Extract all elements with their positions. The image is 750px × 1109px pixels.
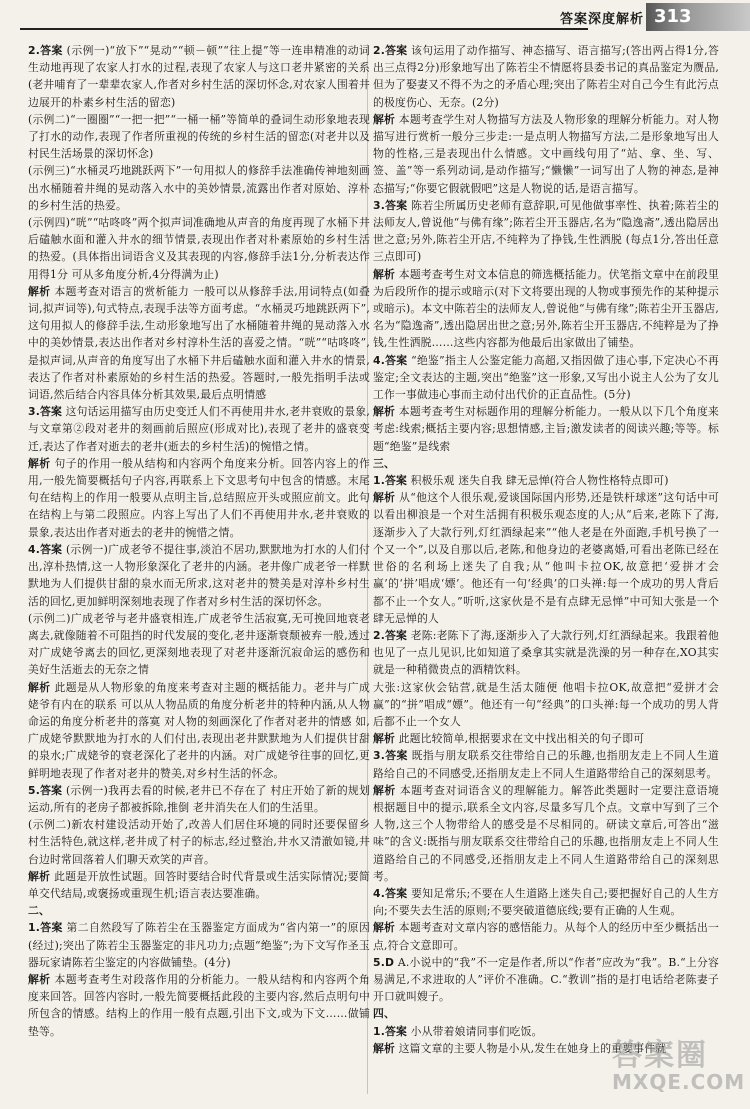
answer-text: 句子的作用一般从结构和内容两个角度来分析。回答内容上的作用,一般先简要概括句子内容,再联系上下文思考句中包含的情感。末尾句在结构上的作用一般要从点明主旨,总结照应开头或照应前文。此句在结构上与第二段照应。内容上写出了人们不再使用井水,老井衰败的景象,表达出作者对逝去的老井的惋惜之情。 xyxy=(28,456,370,539)
answer-paragraph xyxy=(373,489,719,627)
answer-tag: 解析 xyxy=(373,921,396,935)
section-heading xyxy=(28,902,370,919)
answer-text: (示例四)“咣”“咕咚咚”两个拟声词准确地从声音的角度再现了水桶下井后磕触水面和灌入井水的细节情景,表现出作者对朴素原始的乡村生活的热爱。(具体指出词语含义及其表现的内容,修辞手法1分,分析表达作用得1分 可从多角度分析,4分得满为止) xyxy=(28,216,370,281)
answer-paragraph xyxy=(28,782,370,816)
answer-tag: 解析 xyxy=(373,405,396,419)
answer-text: 要知足常乐;不要在人生道路上迷失自己;要把握好自己的人生方向;不要失去生活的原则;不要突破道德底线;要有正确的人生观。 xyxy=(373,886,719,918)
answer-tag: 3.答案 xyxy=(373,749,408,763)
answer-tag: 2.答案 xyxy=(28,44,63,57)
answer-paragraph xyxy=(28,816,370,868)
page-header xyxy=(0,0,750,38)
answer-text: 本题考查对词语含义的理解能力。解答此类题时一定要注意语境 根据题目中的提示,联系全文内容,尽量多写几个点。文章中写到了三个人物,这三个人物带给人的感受是不尽相同的。研读文章后,可答出“滋味”的含义:既指与朋友联系交往带给自己的乐趣,也指朋友走上不同人生道路给自己的不同感受,还指朋友走上不同人生道路带给自己的深刻思考。 xyxy=(373,783,719,883)
answer-tag: 解析 xyxy=(28,680,51,694)
answer-tag: 解析 xyxy=(28,456,51,470)
answer-paragraph xyxy=(28,42,370,111)
answer-text: (示例一)“放下”“晃动”“顿－顿”“往上提”等一连串精准的动词生动地再现了农家人打水的过程,表现了农家人与这口老井紧密的关系(老井哺育了一辈辈农家人,作者对乡村生活的深切怀念,对农家人围着井边展开的朴素乡村生活的留恋) xyxy=(28,44,370,109)
answer-text: (示例三)“水桶灵巧地跳跃两下”一句用拟人的修辞手法准确传神地刻画出水桶随着井绳的晃动落入水中的美妙情景,流露出作者对原始、淳朴的乡村生活的热爱。 xyxy=(28,164,370,212)
answer-tag: 2.答案 xyxy=(373,628,408,642)
answer-tag: 5.D xyxy=(373,955,395,969)
answer-text: 该句运用了动作描写、神态描写、语言描写;(答出两占得1分,答出三点得2分)形象地写出了陈若尘不情愿将县委书记的真品鉴定为赝品,但为了娶妻又不得不为之的矛盾心理;突出了陈若尘对自己今生有此污点的极度伤心、无奈。(2分) xyxy=(373,44,719,109)
left-column xyxy=(28,42,370,1040)
section-heading xyxy=(373,455,719,472)
answer-tag: 解析 xyxy=(373,267,396,281)
answer-paragraph xyxy=(28,214,370,283)
answer-text: “绝鉴”指主人公鉴定能力高超,又指因做了违心事,下定决心不再鉴定;全文表达的主题,突出“绝鉴”这一形象,又写出小说主人公为了女儿工作一事做违心事而主动付出代价的正直品性。(5分) xyxy=(373,353,719,402)
answer-text: 本题考查考生对标题作用的理解分析能力。一般从以下几个角度来考虑:线索;概括主要内容;思想情感,主旨;激发读者的阅读兴趣;等等。标题“绝鉴”是线索 xyxy=(373,405,719,453)
answer-text: 这篇文章的主要人物是小从,发生在她身上的重要事件就 xyxy=(398,1041,667,1055)
answer-paragraph xyxy=(373,747,719,781)
answer-tag: 解析 xyxy=(28,284,51,298)
answer-text: 大张:这家伙会钻营,就是生活太随便 他唱卡拉OK,故意把“爱拼才会赢”的“拼”唱成“嫖”。他还有一句“经典”的口头禅:每一个成功的男人背后都不止一个女人 xyxy=(373,680,719,728)
answer-tag: 解析 xyxy=(373,783,396,797)
answer-text: 老陈:老陈下了海,逐渐步入了大款行列,灯红酒绿起来。我跟着他也见了一点儿见识,比如知道了桑拿其实就是洗澡的另一种存在,XO其实就是一种稍微贵点的酒精饮料。 xyxy=(373,628,720,677)
answer-text: 这句话运用描写由历史变迁人们不再使用井水,老井衰败的景象,与文章第②段对老井的刻画前后照应(形成对比),表现了老井的盛衰变迁,表达了作者对逝去的老井(逝去的乡村生活)的惋惜之情。 xyxy=(28,405,370,453)
answer-text: 此题比较简单,根据要求在文中找出相关的句子即可 xyxy=(398,732,645,746)
answer-text: (示例二)“一圈圈”“一把一把”“一桶一桶”等简单的叠词生动形象地表现了打水的动作,表现了作者所重视的传统的乡村生活的留恋(对老井以及村民生活场景的深切怀念) xyxy=(28,112,370,161)
answer-paragraph xyxy=(28,541,370,610)
answer-paragraph xyxy=(373,954,719,1006)
watermark-logo xyxy=(612,1030,746,1105)
answer-tag: 4.答案 xyxy=(28,542,63,556)
answer-tag: 解析 xyxy=(373,491,396,505)
answer-paragraph xyxy=(373,266,719,352)
answer-tag: 二、 xyxy=(28,904,50,918)
answer-paragraph xyxy=(28,610,370,679)
answer-paragraph xyxy=(373,730,719,747)
answer-tag: 1.答案 xyxy=(373,1024,408,1038)
answer-tag: 解析 xyxy=(373,1041,395,1055)
answer-tag: 三、 xyxy=(373,456,395,470)
answer-tag: 解析 xyxy=(373,732,395,746)
answer-tag: 解析 xyxy=(373,112,396,126)
answer-tag: 4.答案 xyxy=(373,886,408,900)
answer-text: (示例一)我再去看的时候,老井已不存在了 村庄开始了新的规划运动,所有的老房子都被拆除,推倒 老井消失在人们的生活里。 xyxy=(28,783,370,814)
header-rule xyxy=(20,28,588,30)
answer-paragraph xyxy=(373,885,719,919)
answer-text: 第二自然段写了陈若尘在玉器鉴定方面成为“省内第一”的原因(经过);突出了陈若尘玉器鉴定的非凡功力;点题“绝鉴”;为下文写作圣玉器玩家请陈若尘鉴定的内容做铺垫。(4分) xyxy=(28,921,370,969)
answer-text: (示例二)新农村建设活动开始了,改善人们居住环境的同时还要保留乡村生活特色,就这样,老井成了村子的标志,经过整治,井水又清澈如镜,井台边时常回落着人们聊天欢笑的声音。 xyxy=(28,818,370,866)
page-number: 313 xyxy=(646,3,750,31)
answer-text: (示例二)广成老爷与老井盛衰相连,广成老爷生活寂寞,无可挽回地衰老离去,就像随着不可阻挡的时代发展的变化,老井逐渐衰颓被弃一般,透过对广成姥爷离去的回忆,更深刻地表现了对老井逐渐沉寂命运的感伤和美好生活逝去的无奈之情 xyxy=(28,611,370,677)
answer-text: 本题考查考生对段落作用的分析能力。一般从结构和内容两个角度来回答。回答内容时,一般先简要概括此段的主要内容,然后点明句中所包含的情感。结构上的作用一般有点题,引出下文,或为下文……做铺垫等。 xyxy=(28,972,370,1038)
answer-text: 陈若尘所属历史老师有意辞职,可见他做事率性、执着;陈若尘的法师友人,曾说他“与佛有缘”;陈若尘开玉器店,名为“隐逸斋”,透出隐居出世之意;另外,陈若尘开店,不纯粹为了挣钱,生性洒脱 (每点1分,答出任意三点即可) xyxy=(373,198,719,264)
answer-paragraph xyxy=(373,352,719,404)
right-column xyxy=(373,42,719,1057)
answer-tag: 解析 xyxy=(28,869,51,883)
answer-paragraph xyxy=(373,42,719,111)
answer-paragraph xyxy=(28,679,370,782)
answer-text: 本题考查学生对人物描写方法及人物形象的理解分析能力。对人物描写进行赏析一般分三步走:一是点明人物描写方法,二是形象地写出人物的性格,三是表现出什么情感。文中画线句用了“站、拿、坐、写、签、盖”等一系列动词,是动作描写;“懒懒”一词写出了人物的神态,是神态描写;“你要它假就假吧”这是人物说的话,是语言描写。 xyxy=(373,112,719,195)
answer-text: 积极乐观 迷失自我 肆无忌惮(符合人物性格特点即可) xyxy=(410,474,669,488)
answer-paragraph xyxy=(28,283,370,403)
answer-text: A.小说中的“我”不一定是作者,所以“作者”应改为“我”。B.“上分容易满足,不求进取的人”评价不准确。C.“教训”指的是打电话给老陈妻子开口就叫嫂子。 xyxy=(373,955,719,1004)
answer-tag: 1.答案 xyxy=(28,921,63,935)
answer-tag: 3.答案 xyxy=(373,198,408,212)
answer-paragraph xyxy=(28,162,370,214)
answer-text: 本题考查对语言的赏析能力 一般可以从修辞手法,用词特点(如叠词,拟声词等),句式特点,表现手法等方面考虑。“水桶灵巧地跳跃两下”,这句用拟人的修辞手法,生动形象地写出了水桶随着井绳的晃动落入水中的美妙情景,表达出作者对乡村淳朴生活的喜爱之情。“咣”“咕咚咚”,是拟声词,从声音的角度写出了水桶下井后磕触水面和灌入井水的情景,表达了作者对朴素原始的乡村生活的热爱。答题时,一般先指明手法或词语,然后结合内容具体分析其效果,最后点明情感 xyxy=(28,284,370,402)
answer-paragraph xyxy=(373,403,719,455)
answer-paragraph xyxy=(373,197,719,266)
answer-paragraph xyxy=(28,971,370,1040)
answer-paragraph xyxy=(373,111,719,197)
watermark-top: 答案圈 xyxy=(612,1038,708,1073)
answer-tag: 2.答案 xyxy=(373,44,408,57)
answer-tag: 四、 xyxy=(373,1007,395,1021)
answer-paragraph xyxy=(28,403,370,455)
answer-paragraph xyxy=(28,111,370,163)
answer-text: 小从带着娘请同事们吃饭。 xyxy=(410,1024,543,1038)
answer-tag: 3.答案 xyxy=(28,405,63,419)
answer-paragraph xyxy=(28,919,370,971)
header-title: 答案深度解析 xyxy=(560,12,645,27)
answer-paragraph xyxy=(373,919,719,953)
watermark-bottom: MXQE.COM xyxy=(612,1070,746,1094)
answer-tag: 5.答案 xyxy=(28,783,63,797)
answer-paragraph xyxy=(373,782,719,885)
answer-tag: 1.答案 xyxy=(373,474,408,488)
answer-text: 本题考查对文章内容的感悟能力。从每个人的经历中至少概括出一点,符合文意即可。 xyxy=(373,921,719,952)
answer-text: (示例一)广成老爷不提往事,淡泊不居功,默默地为打水的人们付出,淳朴热情,这一人物形象深化了老井的内涵。老井像广成老爷一样默默地为人们提供甘甜的泉水而无所求,这对老井的赞美是对淳朴乡村生活的回忆,更加鲜明深刻地表现了作者对乡村生活的深切怀念。 xyxy=(28,542,370,608)
answer-paragraph xyxy=(373,627,719,679)
answer-text: 此题是开放性试题。回答时要结合时代背景或生活实际情况;要简单交代结局,或褒扬或重现生机;语言表达要准确。 xyxy=(28,869,370,900)
answer-tag: 解析 xyxy=(28,972,51,986)
answer-paragraph xyxy=(28,455,370,541)
answer-text: 既指与朋友联系交往带给自己的乐趣,也指朋友走上不同人生道路给自己的不同感受,还指朋友走上不同人生道路带给自己的深刻思考。 xyxy=(373,749,719,780)
answer-paragraph xyxy=(373,679,719,731)
answer-text: 此题是从人物形象的角度来考查对主题的概括能力。老井与广成姥爷有内在的联系 可以从人物品质的角度分析老井的特种内涵,从人物命运的角度分析老井的落寞 对人物的刻画深化了作者对老井的情感 如,广成姥爷默默地为打水的人们付出,表现出老井默默地为人们提供甘甜的泉水;广成姥爷的衰老深化了老井的内涵。对广成姥爷往事的回忆,更鲜明地表现了作者对老井的赞美,对乡村生活的怀念。 xyxy=(28,680,370,780)
section-heading xyxy=(373,1005,719,1022)
answer-text: 本题考查考生对文本信息的筛选概括能力。伏笔指文章中在前段里为后段所作的提示或暗示(对下文将要出现的人物或事预先作的某种提示或暗示)。本文中陈若尘的法师友人,曾说他“与佛有缘”;陈若尘开玉器店,名为“隐逸斋”,透出隐居出世之意;另外,陈若尘开玉器店,不纯粹是为了挣钱,生性洒脱……这些内容都为他最后出家做出了铺垫。 xyxy=(373,267,719,350)
answer-paragraph xyxy=(28,868,370,902)
answer-text: 从“他这个人很乐观,爱谈国际国内形势,还是铁杆球迷”这句话中可以看出柳浪是一个对生活拥有积极乐观态度的人;从“后来,老陈下了海,逐渐步入了大款行列,灯红酒绿起来”“他人老是在外面跑,手机号换了一个又一个”,以及自那以后,老陈,和他身边的老婆离婚,可看出老陈已经在世俗的名利场上迷失了自我;从“他叫卡拉OK,故意把‘爱拼才会赢’的‘拼’唱成‘嫖’。他还有一句‘经典’的口头禅:每一个成功的男人背后都不止一个女人。”听听,这家伙是不是有点肆无忌惮”中可知大张是一个肆无忌惮的人 xyxy=(373,491,719,625)
answer-paragraph xyxy=(373,472,719,489)
answer-tag: 4.答案 xyxy=(373,353,408,367)
